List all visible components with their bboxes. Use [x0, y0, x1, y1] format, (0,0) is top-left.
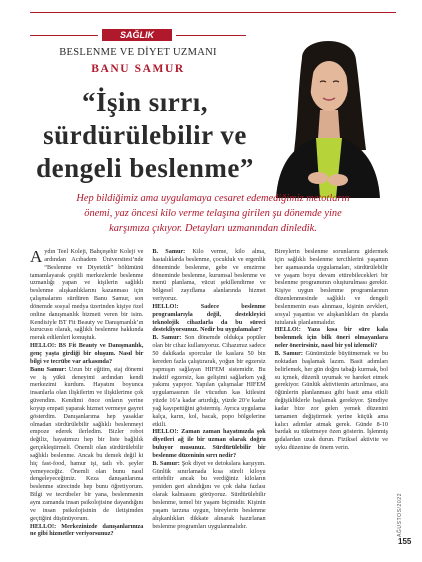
headline	[34, 86, 256, 185]
article-body	[30, 248, 388, 544]
author-name: BANU SAMUR	[91, 63, 185, 75]
question: HELLO!: BS Fit Beauty ve Danışmanlık, genç yaşta girdiği bir oluşum. Nasıl bir bilgi ve tecrübe var arkasında?	[30, 342, 144, 365]
paragraph: A ydın Teel Koleji, Bahçeşehir Koleji ve ardından Acıbadem Üniversitesi’nde “Beslenme ve Diyetetik” bölümünü tamamlayarak çeşitli merkezlerde beslenme uzmanlığı yapan ve kişilerin sağlıklı beslenme alışkanlıklarını kazanması için çalışmalarını sürdüren Banu Samur, son dönemde sosyal medya üzerinden kişiye özel online danışmanlık hizmeti veren bir isim. Kendisiyle BT Fit Beauty ve Danışmanlık’ın kurucusu olarak, sağlıklı beslenme hakkında merak edilenleri konuştuk.	[30, 247, 144, 342]
issue-date-label: AĞUSTOS/2022	[397, 492, 403, 537]
portrait-illustration	[258, 28, 395, 198]
lede-line: önemi, yaz öncesi kilo verme telaşına girilen şu dönemde yine	[84, 208, 342, 219]
headline-line: dengeli beslenme”	[36, 153, 254, 183]
question: HELLO!: Merkezinizde danışanlarınıza ne gibi hizmetler veriyorsunuz?	[30, 522, 144, 538]
paragraph: B. Samur: Son dönemde oldukça popüler olan bir cihaz kullanıyoruz. Cihazımız sadece 50 dakikada sporcular ile kaslara 50 bin kereden fazla çalıştırarak, yoğun bir egzersiz yapmışın sağlayan HIFEM sistemidir. Bu inaktif egzersiz, kas gelişimi sağlarken yağ yakımı yapıyor. Yapılan çalışmalar HIFEM uygulamasının ile vücudun kas kitlesini yüzde 16’a kadar artırdığı, yüzde 20’e kadar yağ kayıpettiğini göstermiş. Ayrıca uygulama kalça, karın, kol, bacak, popo bölgelerine etkili.	[152, 334, 266, 428]
headline-line: “İşin sırrı,	[81, 87, 208, 117]
question: HELLO!: Yaza kısa bir süre kala beslenmek için bilk öneri olmayanlara neler önerirsiniz, nasıl bir yol izlemeli?	[274, 326, 388, 350]
section-rule-left	[30, 35, 98, 36]
question: HELLO!: Sadece beslenme programlarıyla değil, destekleyici teknolojik cihazlarla da bu süreci destekliyorsunuz. Nedir bu uygulamalar?	[152, 302, 266, 334]
section-tag: SAĞLIK	[102, 29, 172, 41]
paragraph: Banu Samur: Uzun bir eğitim, staj dönemi ve iş yükü deneyimi ardından kendi merkezimi kurdum. Hayatım boyunca insanlarla olan ilişkilerim ve ilişkilerime çok güvendim. Kendimi önce onların yerine koyup empati yaparak hizmet vermeye gayret gösterdim. Danışanlarıma hep yasaklar olmadan sürdürülebilir sağlıklı beslenmeyi empoze ederek ilerledim. Bizler robot değiliz, hayatımızı hep bir liste bağlılık gerçekleştirmeli. Önemli olan sürdürülebilir sağlıklı beslenme. Ancak bu demek değil ki hiç fast-food, hamur işi, tatlı vb. şeyler yemeyeceğiz. Önemli olan bunu nasıl dengeleyeceğimiz. Keza danışanlarıma beslenme sürecinde hep bunu öğretiyorum. Bilgi ve tecrübeler bir yana, beslenmenin aynı zamanda insan psikolojisine dayandığını ve insan psikolojisinin de iletişimden geçtiğini düşünüyorum.	[30, 365, 144, 522]
page-number: 155	[398, 537, 412, 546]
kicker: BESLENME VE DİYET UZMANI	[59, 47, 217, 58]
paragraph: B. Samur: Günümüzde büyütmemek ve bu noktadan başlamak lazım. Basit adımları belirlemek, her gün doğru tabağı kurmak, bol su içmek, düzenli uyumak ve hareket etmek gerekiyor. Günlük aktivitenin artırılması, ara öğünlerin planlanması gibi basit ama etkili değişikliklerle başlamak gerekiyor. Şimdiye kadar bize zor gelen yemek düzenini tamamen değiştirmek yerine küçük ama kalıcı adımlar atmak gerek. Günde 8-10 bardak su tüketmeye özen gösterin. İşlenmiş gıdalardan uzak durun. Fiziksel aktivite ve uyku düzenine de önem verin.	[274, 349, 388, 452]
lede-line: karşımıza çıkıyor. Detayları uzmanından dinledik.	[109, 223, 317, 234]
paragraph: B. Samur: Şok diyet ve detokslara karşıyım. Günlük sınırlamada kısa süreli kiloyu eritebilir ancak bu verdiğiniz kiloların yeniden geri alındığını ve çok daha fazlası olarak kalmasını görüyoruz. Sürdürülebilir beslenme, temel bir yaşam biçimidir. Kişinin yaşam tarzına uygun, bireylerin beslenme alışkanlıkları dikkate alınarak hazırlanan beslenme programları uygulanmalıdır.	[152, 459, 266, 530]
portrait-photo	[258, 28, 395, 198]
headline-line: sürdürülebilir ve	[43, 120, 247, 150]
top-rule	[30, 12, 396, 13]
paragraph: B. Samur: Kilo verme, kilo alma, hastalıklarda beslenme, çocukluk ve ergenlik döneminde beslenme, gebe ve emzirme döneminde beslenme, kurumsal beslenme ve menü planlama, vücut şekillendirme ve bölgesel zayıflama alanlarında hizmet veriyoruz.	[152, 248, 266, 303]
lede	[30, 191, 396, 236]
section-rule-right	[176, 35, 246, 36]
question: HELLO!: Zaman zaman hayatınızda şok diyetleri ağ ile bir uzman olarak doğru buluyor musunuz. Sürdürülebilir bir beslenme düzeninin sırrı nedir?	[152, 428, 266, 459]
paragraph: Bireylerin beslenme sorunlarını gidermek için sağlıklı beslenme tercihlerini yaşamın her aşamasında uygulamaları, sürdürülebilir ve yaşam boyu devam ettirebilecekleri bir beslenme programının oluşturulması gerekir. Kişiye uygun beslenme programlarının düzenlenmesinde sağlıklı ve dengeli beslenmenin esas alınması, kişinin zevkleri, sosyal yaşantısı ve alışkanlıkları ön planda tutularak planlanmalıdır.	[274, 248, 388, 326]
lede-line: Hep bildiğimiz ama uygulamaya cesaret edemediğimiz metotların	[76, 193, 350, 204]
